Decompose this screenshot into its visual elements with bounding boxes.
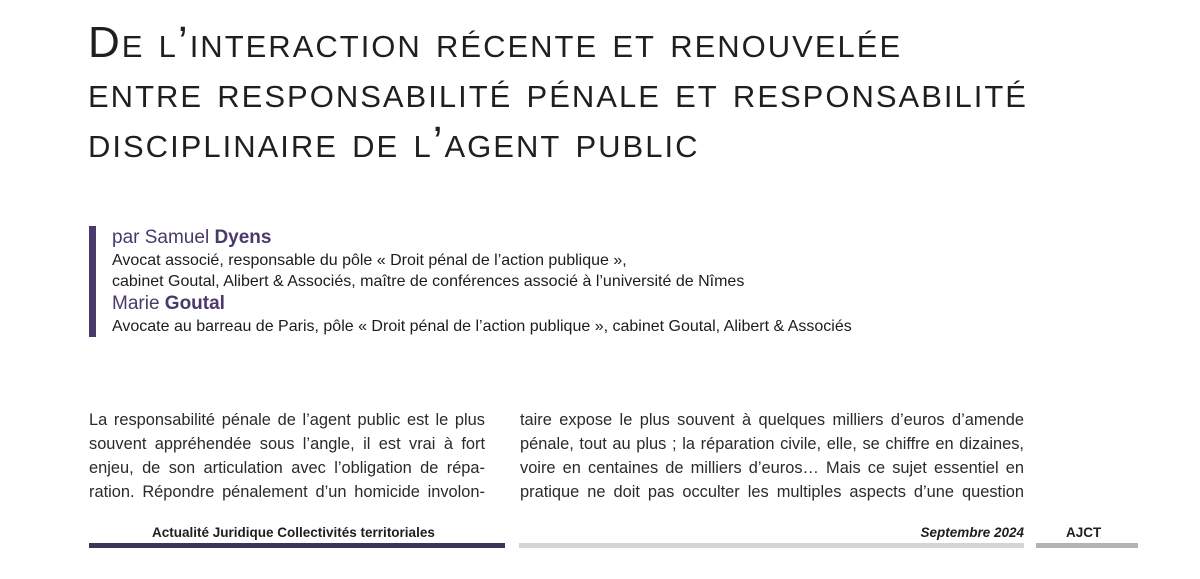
body-left-line-3: enjeu, de son articulation avec l’obligation de répa- [89,459,485,477]
footer-journal-code: AJCT [1066,525,1102,540]
author-prefix-1: par Samuel [112,227,215,248]
body-right-line-2: pénale, tout au plus ; la réparation civile, elle, se chiffre en dizaines, [520,435,1024,453]
author-name-2 [112,292,1112,316]
title-line-2: entre responsabilité pénale et responsabilité [88,68,1028,117]
body-column-right [520,408,1024,504]
footer-date: Septembre 2024 [920,525,1024,540]
author-affiliation-2: Avocate au barreau de Paris, pôle « Droit pénal de l’action publique », cabinet Goutal, Alibert & Associés [112,318,852,335]
body-right-line-3: voire en centaines de milliers d’euros… Mais ce sujet essentiel en [520,459,1024,477]
body-left-line-1: La responsabilité pénale de l’agent public est le plus [89,411,485,429]
author-affiliation-1a: Avocat associé, responsable du pôle « Droit pénal de l’action publique », [112,252,627,269]
author-block [89,226,1112,337]
author-affiliation-1b: cabinet Goutal, Alibert & Associés, maître de conférences associé à l’université de Nîmes [112,273,745,290]
article-title [88,18,1168,168]
title-line-1: De l’interaction récente et renouvelée [88,18,903,67]
author-name-1 [112,226,1112,250]
title-line-3: disciplinaire de l’agent public [88,118,700,167]
footer-publication: Actualité Juridique Collectivités territoriales [152,525,435,540]
footer-rule-grey [1036,543,1138,548]
body-right-line-4: pratique ne doit pas occulter les multiples aspects d’une question [520,483,1024,501]
body-right-line-1: taire expose le plus souvent à quelques milliers d’euros d’amende [520,411,1024,429]
footer-rule-light [519,543,1024,548]
body-column-left [89,408,485,504]
footer-rule-dark [89,543,505,548]
body-left-line-2: souvent appréhendée sous l’angle, il est vrai à fort [89,435,485,453]
author-surname-1: Dyens [214,227,272,248]
body-left-line-4: ration. Répondre pénalement d’un homicide involon- [89,483,485,501]
author-prefix-2: Marie [112,293,165,314]
author-surname-2: Goutal [164,293,225,314]
